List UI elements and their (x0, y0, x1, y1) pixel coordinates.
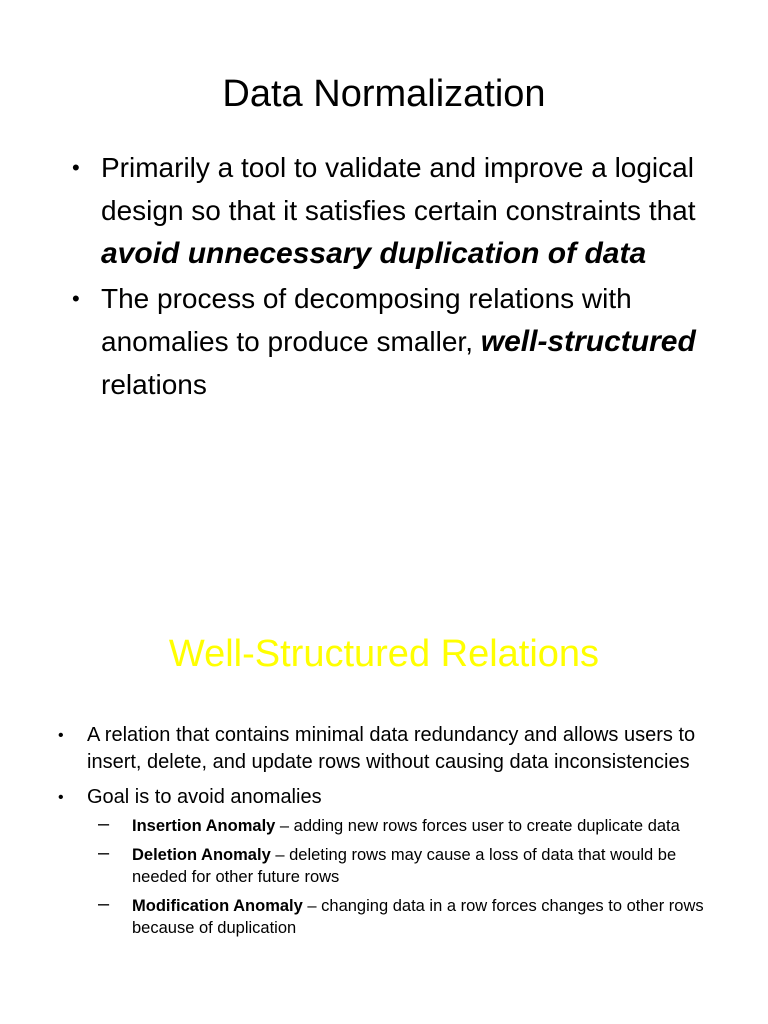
bullet-text-tail: relations (101, 369, 207, 400)
slide-well-structured-relations (0, 560, 768, 1024)
dash-icon: – (98, 842, 110, 864)
bullet-list (58, 722, 718, 947)
dash-icon: – (98, 893, 110, 915)
anomaly-term: Modification Anomaly (132, 897, 303, 915)
bullet-dot-icon: • (72, 286, 80, 311)
sub-bullet-list (87, 815, 718, 939)
bullet-text: The process of decomposing relations with anomalies to produce smaller, (101, 283, 632, 357)
bullet-list (72, 146, 722, 408)
bullet-emphasis: avoid unnecessary duplication of data (101, 237, 647, 270)
bullet-text: Goal is to avoid anomalies (87, 786, 322, 808)
sub-bullet-item (98, 895, 718, 939)
bullet-text: A relation that contains minimal data redundancy and allows users to insert, delete, and update rows without causing data inconsistencies (87, 724, 696, 773)
anomaly-description: – adding new rows forces user to create duplicate data (275, 817, 680, 835)
anomaly-term: Deletion Anomaly (132, 846, 271, 864)
bullet-dot-icon: • (58, 789, 64, 806)
slide-title: Well-Structured Relations (168, 633, 600, 675)
bullet-item (58, 722, 718, 776)
bullet-item (72, 277, 722, 406)
anomaly-description: – deleting rows may cause a loss of data that would be needed for other future rows (132, 846, 677, 886)
slide-title: Data Normalization (222, 73, 546, 115)
anomaly-term: Insertion Anomaly (132, 817, 276, 835)
anomaly-description: – changing data in a row forces changes to other rows because of duplication (132, 897, 704, 937)
bullet-item (58, 784, 718, 939)
bullet-dot-icon: • (58, 727, 64, 744)
bullet-emphasis: well-structured (480, 325, 696, 358)
dash-icon: – (98, 813, 110, 835)
sub-bullet-item (98, 815, 718, 837)
bullet-item (72, 146, 722, 275)
sub-bullet-item (98, 844, 718, 888)
bullet-text: Primarily a tool to validate and improve a logical design so that it satisfies certain constraints that (101, 152, 696, 226)
bullet-dot-icon: • (72, 155, 80, 180)
